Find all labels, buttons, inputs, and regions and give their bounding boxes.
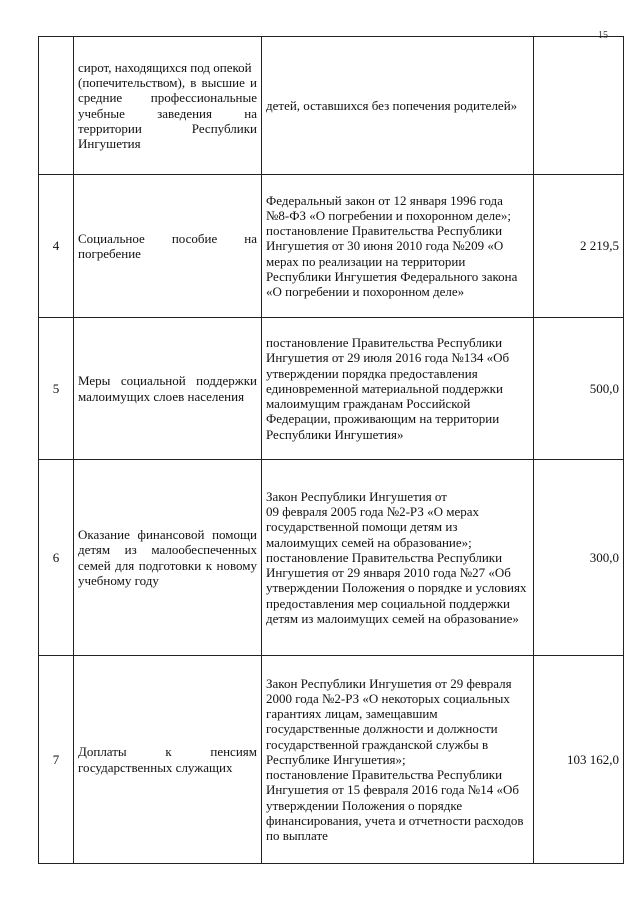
measure-name: Доплаты к пенсиям государственных служащих	[74, 656, 262, 864]
legal-basis: Закон Республики Ингушетия от 09 февраля 2005 года №2-РЗ «О мерах государственной помощи детям из малоимущих семей на образование»; постановление Правительства Республики Ингушетия от 29 января 2010 года №27 «Об утверждении Положения о порядке и условиях предоставления мер социальной поддержки детям из малоимущих семей на образование»	[262, 460, 534, 656]
benefits-table	[38, 36, 624, 864]
row-number: 4	[39, 175, 74, 318]
legal-basis: постановление Правительства Республики Ингушетия от 29 июля 2016 года №134 «Об утверждении порядка предоставления единовременной материальной поддержки малоимущим гражданам Российской Федерации, проживающим на территории Республики Ингушетия»	[262, 318, 534, 460]
table-row	[39, 318, 624, 460]
legal-basis: детей, оставшихся без попечения родителей»	[262, 37, 534, 175]
amount: 2 219,5	[534, 175, 624, 318]
row-number: 7	[39, 656, 74, 864]
table-row	[39, 37, 624, 175]
measure-name: сирот, находящихся под опекой (попечительством), в высшие и средние профессиональные учебные заведения на территории Республики Ингушетия	[74, 37, 262, 175]
amount	[534, 37, 624, 175]
legal-basis: Закон Республики Ингушетия от 29 февраля 2000 года №2-РЗ «О некоторых социальных гарантиях лицам, замещавшим государственные должности и должности государственной гражданской службы в Республике Ингушетия»; постановление Правительства Республики Ингушетия от 15 февраля 2016 года №14 «Об утверждении Положения о порядке финансирования, учета и отчетности расходов по выплате	[262, 656, 534, 864]
row-number: 5	[39, 318, 74, 460]
measure-name: Оказание финансовой помощи детям из малообеспеченных семей для подготовки к новому учебному году	[74, 460, 262, 656]
legal-basis: Федеральный закон от 12 января 1996 года №8-ФЗ «О погребении и похоронном деле»; постановление Правительства Республики Ингушетия от 30 июня 2010 года №209 «О мерах по реализации на территории Республики Ингушетия Федерального закона «О погребении и похоронном деле»	[262, 175, 534, 318]
amount: 300,0	[534, 460, 624, 656]
amount: 500,0	[534, 318, 624, 460]
table-row	[39, 175, 624, 318]
row-number	[39, 37, 74, 175]
measure-name: Социальное пособие на погребение	[74, 175, 262, 318]
row-number: 6	[39, 460, 74, 656]
amount: 103 162,0	[534, 656, 624, 864]
measure-name: Меры социальной поддержки малоимущих слоев населения	[74, 318, 262, 460]
table-row	[39, 656, 624, 864]
page-number: 15	[598, 30, 608, 41]
table-row	[39, 460, 624, 656]
